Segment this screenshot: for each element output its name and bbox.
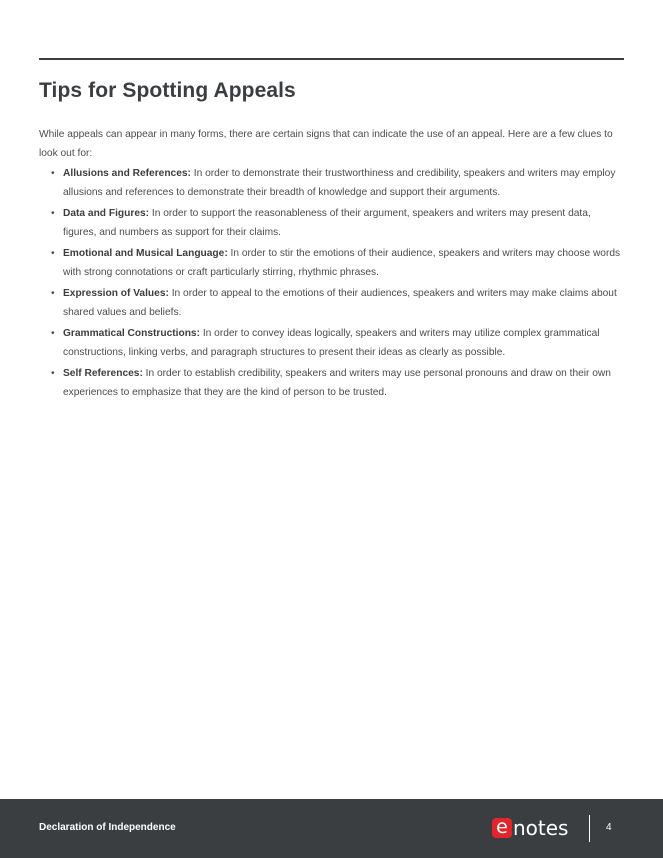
bullet-icon: •	[51, 248, 55, 259]
tip-term: Grammatical Constructions:	[63, 328, 200, 339]
tip-term: Allusions and References:	[63, 168, 191, 179]
tip-term: Data and Figures:	[63, 208, 150, 219]
footer-document-title: Declaration of Independence	[39, 822, 176, 833]
logo-letter-badge: e	[492, 818, 512, 838]
bullet-icon: •	[51, 368, 55, 379]
logo-wordmark: notes	[513, 816, 569, 840]
list-item	[51, 365, 624, 402]
list-item	[51, 285, 624, 322]
intro-paragraph: While appeals can appear in many forms, there are certain signs that can indicate the use of an appeal. Here are a few clues to look out for:	[39, 129, 613, 159]
tip-text: In order to establish credibility, speakers and writers may use personal pronouns and draw on their own experiences to emphasize that they are the kind of person to be trusted.	[63, 368, 611, 398]
list-item	[51, 325, 624, 362]
list-item	[51, 245, 624, 282]
page-number: 4	[606, 822, 612, 833]
tip-term: Emotional and Musical Language:	[63, 248, 228, 259]
tips-list	[51, 165, 624, 405]
bullet-icon: •	[51, 208, 55, 219]
tip-text: In order to stir the emotions of their audience, speakers and writers may choose words with strong connotations or craft particularly stirring, rhythmic phrases.	[63, 248, 621, 278]
tip-text: In order to support the reasonableness of their argument, speakers and writers may present data, figures, and numbers as support for their claims.	[63, 208, 591, 238]
top-divider	[39, 58, 624, 60]
bullet-icon: •	[51, 288, 55, 299]
page-title: Tips for Spotting Appeals	[39, 79, 296, 102]
tip-text: In order to demonstrate their trustworthiness and credibility, speakers and writers may employ allusions and references to demonstrate their breadth of knowledge and support their arguments.	[63, 168, 616, 198]
tip-term: Self References:	[63, 368, 143, 379]
page-footer	[0, 799, 663, 858]
list-item	[51, 205, 624, 242]
list-item	[51, 165, 624, 202]
bullet-icon: •	[51, 168, 55, 179]
tip-text: In order to convey ideas logically, speakers and writers may utilize complex grammatical constructions, linking verbs, and paragraph structures to present their ideas as clearly as possible.	[63, 328, 600, 358]
enotes-logo	[492, 816, 568, 840]
tip-term: Expression of Values:	[63, 288, 169, 299]
tip-text: In order to appeal to the emotions of their audiences, speakers and writers may make claims about shared values and beliefs.	[63, 288, 617, 318]
footer-divider	[589, 815, 590, 842]
bullet-icon: •	[51, 328, 55, 339]
